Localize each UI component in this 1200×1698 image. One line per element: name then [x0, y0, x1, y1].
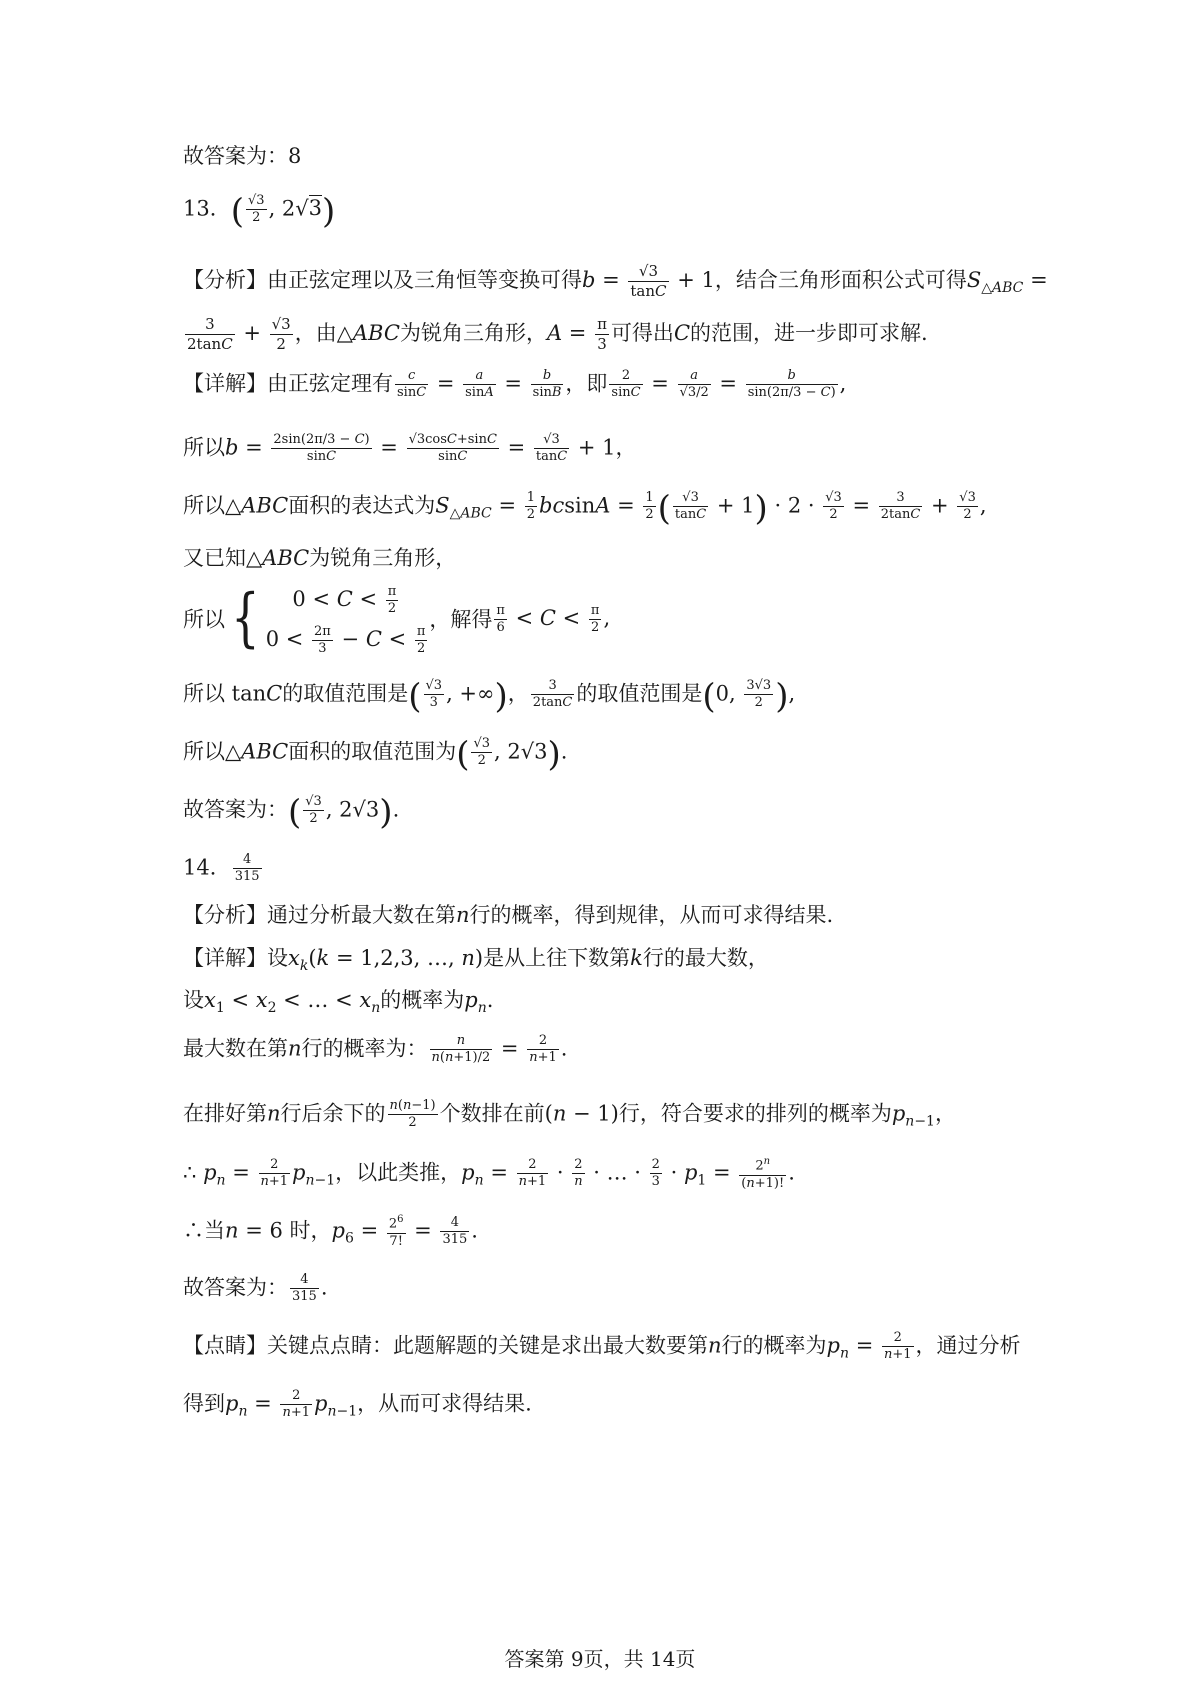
area-expression: 所以△ABC面积的表达式为$S_{\triangle ABC}$ = $\frac{1}{2}$ bcsinA = $\frac{1}{2}$ ( $\frac{√3}{\tan C}$ + 1) · 2 · $\frac{√3}{2}$ = $\frac{3}{2\tan C}$ + $\frac{√3}{2}$ , — [183, 488, 987, 529]
analysis-13-cont: $\frac{3}{2\tan C}$ + $\frac{√3}{2}$ ，由△ABC为锐角三角形，A = $\frac{\pi}{3}$ 可得出C的范围，进一步即可求解. — [187, 315, 928, 353]
recursion: ∴ $p_n$ = $\frac{2}{n+1}$ $p_{n-1}$，以此类推，$p_n$ = $\frac{2}{n+1}$ · $\frac{2}{n}$ · … · $\frac{2}{3}$ · $p_1$ = $\frac{2^n}{(n+1)!}$ . — [183, 1156, 795, 1191]
key-point-cont: 得到$p_n$ = $\frac{2}{n+1}$ $p_{n-1}$，从而可求得结果. — [183, 1388, 532, 1421]
analysis-14: 【分析】通过分析最大数在第n行的概率，得到规律，从而可求得结果. — [183, 903, 834, 927]
page-footer: 答案第 9页，共 14页 — [504, 1647, 696, 1671]
area-range: 所以△ABC面积的取值范围为( $\frac{√3}{2}$ , 2√3). — [183, 734, 568, 775]
answer-13: 故答案为：( $\frac{√3}{2}$ , 2√3). — [183, 792, 400, 833]
answer-12: 故答案为：8 — [183, 144, 302, 168]
question-13-answer: 13．( $\frac{√3}{2}$ , 2√3) — [183, 191, 336, 232]
analysis-13: 【分析】由正弦定理以及三角恒等变换可得b = $\frac{√3}{\tan C}$ + 1，结合三角形面积公式可得$S_{\triangle ABC}$ = — [183, 262, 1048, 300]
acute-triangle: 又已知△ABC为锐角三角形， — [183, 546, 457, 570]
answer-14: 故答案为： $\frac{4}{315}$ . — [183, 1272, 328, 1305]
detail-13: 【详解】由正弦定理有 $\frac{c}{\sin C}$ = $\frac{a}{\sin A}$ = $\frac{b}{\sin B}$ ，即 $\frac{2}{\sin C}$ = $\frac{a}{√3/2}$ = $\frac{b}{\sin(2\pi/3 - C)}$ , — [183, 368, 847, 401]
probability-def: 设$x_1 < x_2$ < … < $x_n$的概率为$p_n$. — [183, 988, 494, 1016]
max-row-probability: 最大数在第n行的概率为： $\frac{n}{n(n+1)/2}$ = $\frac{2}{n+1}$ . — [183, 1033, 568, 1066]
remaining-rows: 在排好第n行后余下的 $\frac{n(n-1)}{2}$ 个数排在前(n − 1)行，符合要求的排列的概率为$p_{n-1}$， — [183, 1098, 956, 1131]
tan-range: 所以 tanC的取值范围是( $\frac{√3}{3}$ , +∞)， $\frac{3}{2\tan C}$ 的取值范围是(0, $\frac{3√3}{2}$ ), — [183, 676, 796, 717]
key-point: 【点睛】关键点点睛：此题解题的关键是求出最大数要第n行的概率为$p_n$ = $\frac{2}{n+1}$ ，通过分析 — [183, 1330, 1021, 1363]
b-expression: 所以b = $\frac{2\sin(2\pi/3 - C)}{\sin C}$ = $\frac{√3\cos C+\sin C}{\sin C}$ = $\frac{√3}{\tan C}$ + 1， — [183, 432, 637, 465]
angle-system: 所以{ 0 < C < $\frac{\pi}{2}$ 0 < $\frac{2\pi}{3}$ − C < $\frac{\pi}{2}$ ，解得 $\frac{\pi}{6}$ < C < $\frac{\pi}{2}$ , — [183, 581, 611, 656]
question-14-answer: 14． $\frac{4}{315}$ — [183, 852, 260, 885]
p6-value: ∴当n = 6 时，$p_6$ = $\frac{2^6}{7!}$ = $\frac{4}{315}$ . — [183, 1214, 478, 1249]
detail-14: 【详解】设$x_k(k = 1,2,3$, …, n)是从上往下数第k行的最大数， — [183, 946, 769, 974]
